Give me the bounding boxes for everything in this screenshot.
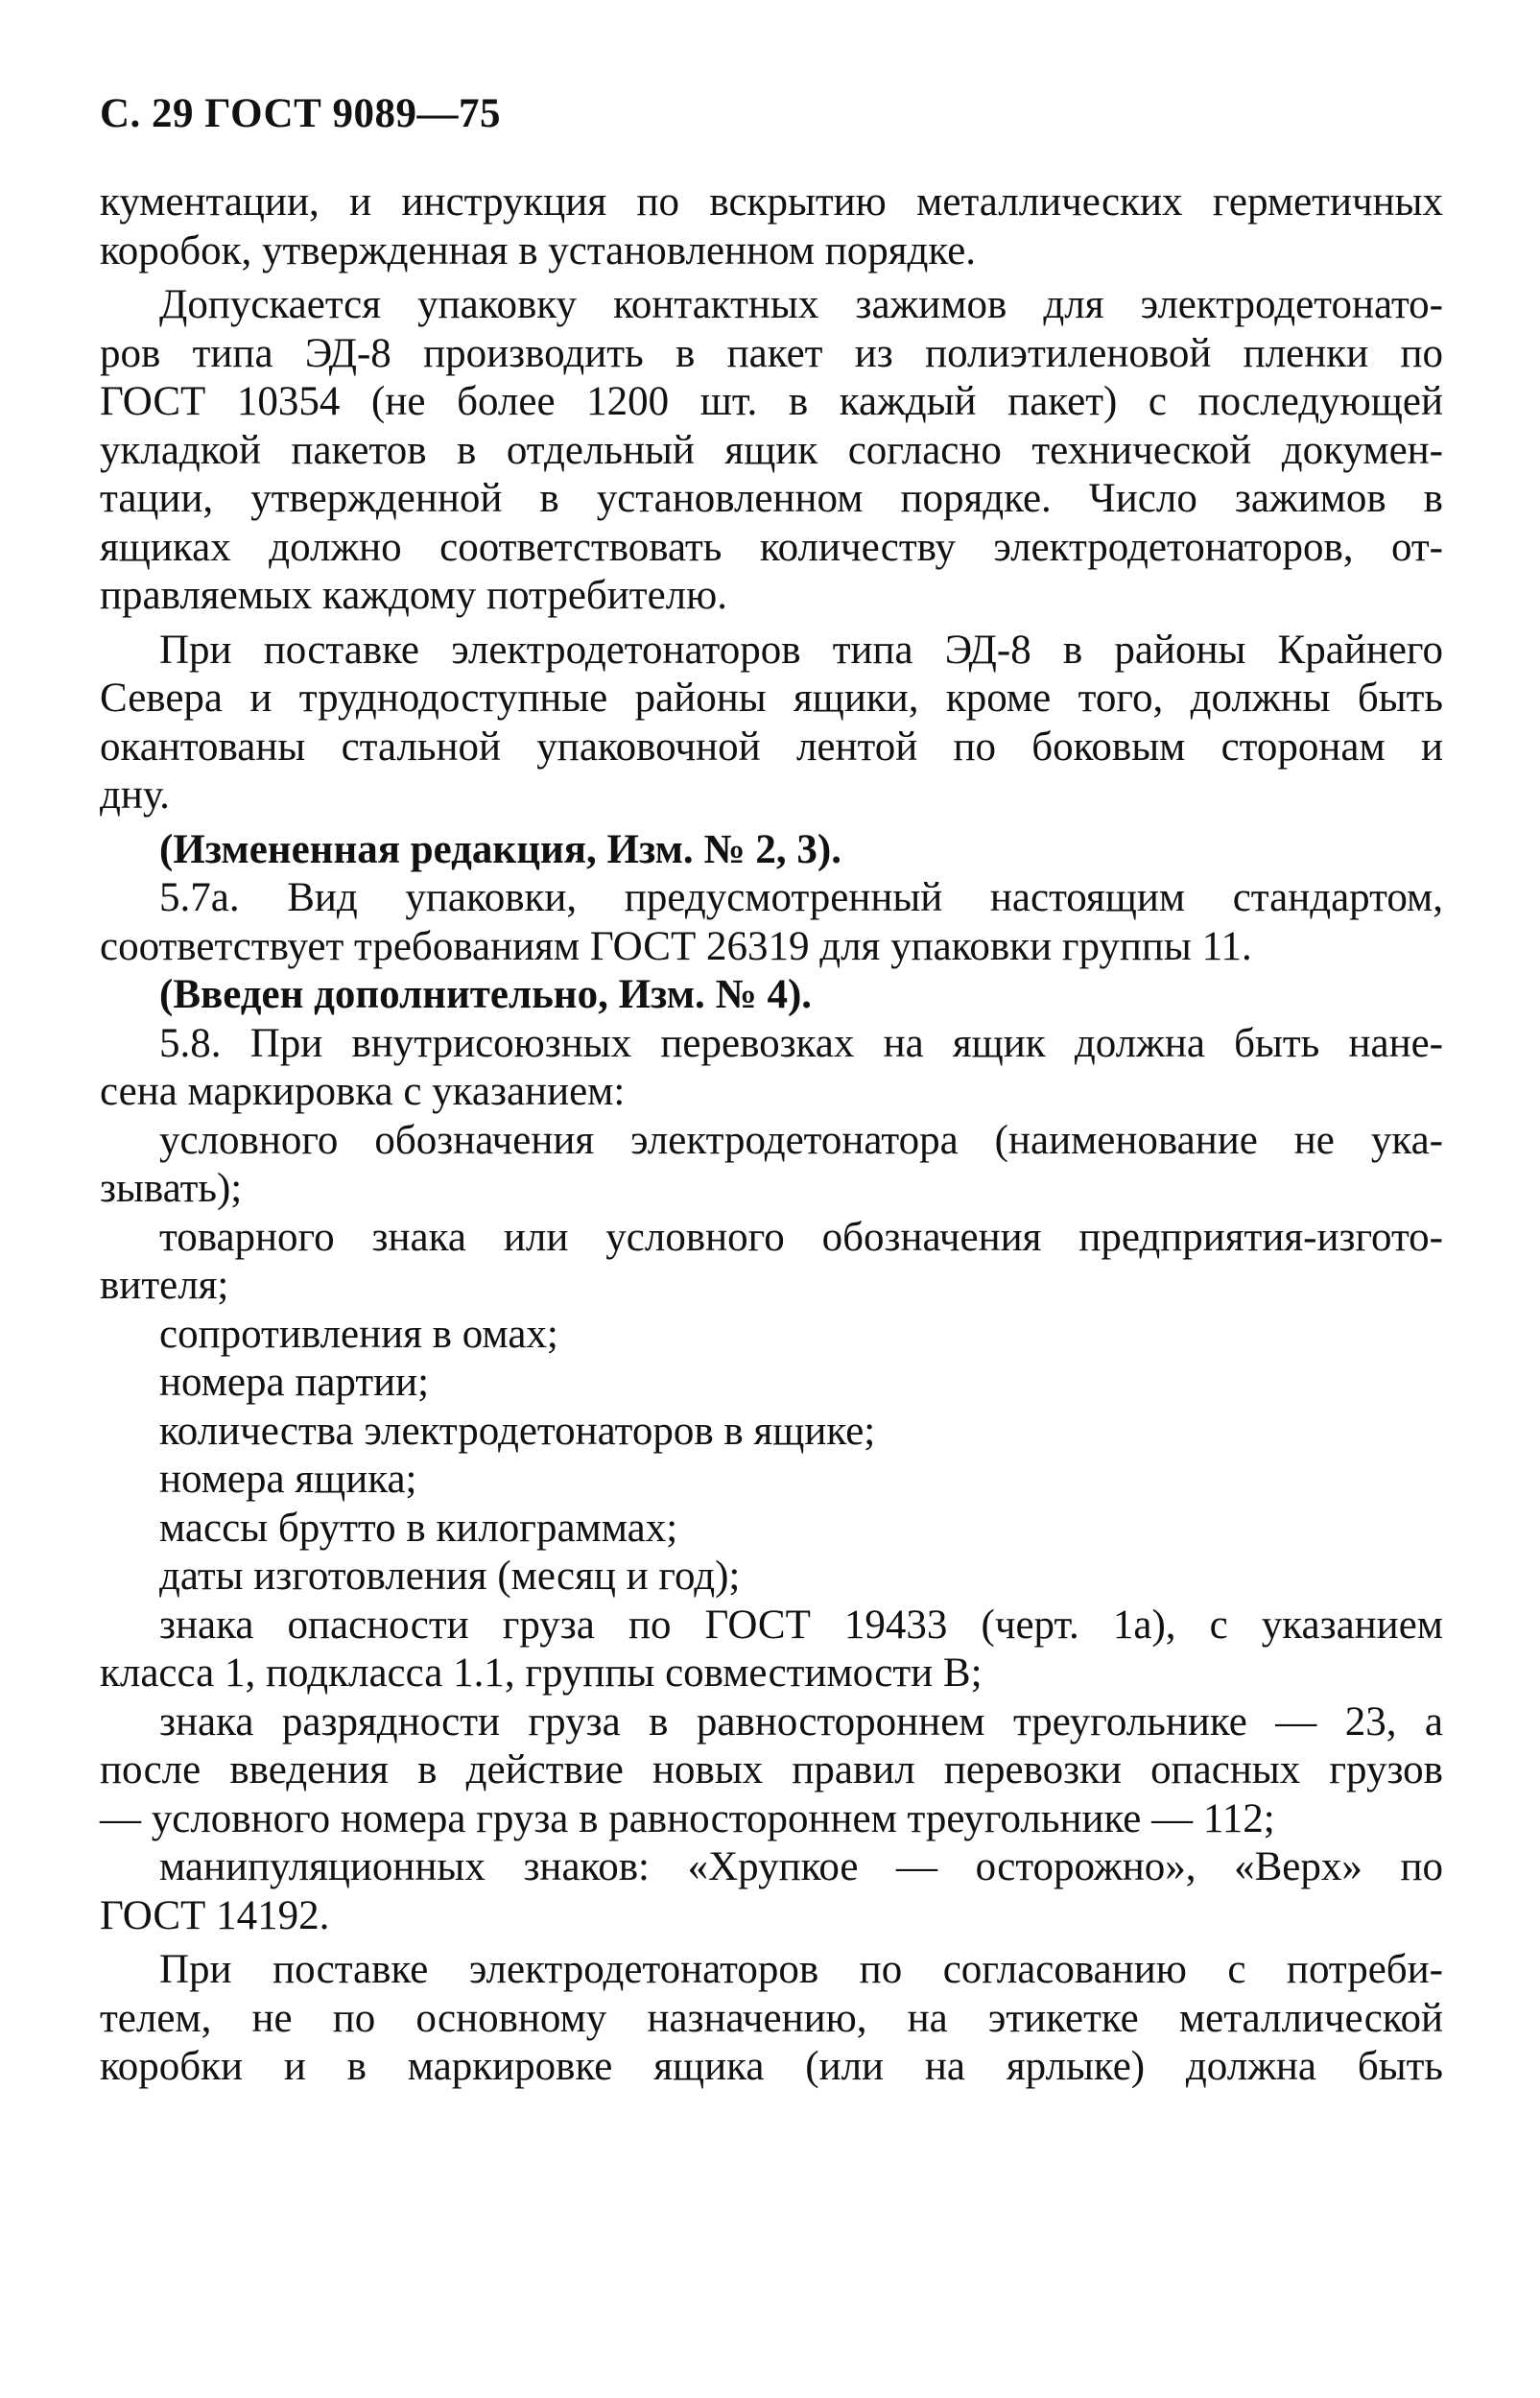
list-item: манипуляционных знаков: «Хрупкое — осторожно», «Верх» по [159, 1844, 1443, 1889]
list-item: товарного знака или условного обозначения предприятия-изгото- [159, 1214, 1443, 1260]
amendment-note: (Измененная редакция, Изм. № 2, 3). [159, 826, 841, 872]
text-line: ГОСТ 14192. [100, 1892, 330, 1938]
body-text [100, 178, 1443, 2092]
text-line: зывать); [100, 1166, 243, 1211]
text-line: телем, не по основному назначению, на этикетке металлической [100, 1995, 1443, 2041]
text-line: При поставке электродетонаторов типа ЭД-8 в районы Крайнего [159, 627, 1443, 673]
text-line: тации, утвержденной в установленном порядке. Число зажимов в [100, 476, 1443, 521]
text-line: 5.7а. Вид упаковки, предусмотренный настоящим стандартом, [159, 875, 1443, 920]
text-line: ГОСТ 10354 (не более 1200 шт. в каждый пакет) с последующей [100, 379, 1443, 424]
text-line: дну. [100, 772, 170, 818]
list-item: сопротивления в омах; [159, 1311, 558, 1357]
text-line: окантованы стальной упаковочной лентой по боковым сторонам и [100, 724, 1443, 770]
text-line: При поставке электродетонаторов по согласованию с потреби- [159, 1947, 1443, 1992]
text-line: ров типа ЭД-8 производить в пакет из полиэтиленовой пленки по [100, 330, 1443, 376]
list-item: условного обозначения электродетонатора (наименование не ука- [159, 1117, 1443, 1163]
text-line: коробок, утвержденная в установленном порядке. [100, 227, 977, 273]
text-line: сена маркировка с указанием: [100, 1069, 626, 1114]
page-header: С. 29 ГОСТ 9089—75 [100, 91, 502, 136]
text-line: коробки и в маркировке ящика (или на ярлыке) должна быть [100, 2044, 1443, 2089]
list-item: массы брутто в килограммах; [159, 1505, 678, 1551]
text-line: соответствует требованиям ГОСТ 26319 для упаковки группы 11. [100, 923, 1252, 969]
text-line: ящиках должно соответствовать количеству электродетонаторов, от- [100, 524, 1443, 570]
text-line: кументации, и инструкция по вскрытию металлических герметичных [100, 179, 1443, 225]
text-line: — условного номера груза в равностороннем треугольнике — 112; [100, 1795, 1275, 1841]
amendment-note: (Введен дополнительно, Изм. № 4). [159, 972, 813, 1017]
text-line: правляемых каждому потребителю. [100, 573, 728, 618]
list-item: номера партии; [159, 1360, 430, 1405]
list-item: номера ящика; [159, 1457, 417, 1502]
list-item: количества электродетонаторов в ящике; [159, 1408, 876, 1454]
list-item: знака разрядности груза в равностороннем треугольнике — 23, а [159, 1698, 1443, 1745]
text-line: Севера и труднодоступные районы ящики, кроме того, должны быть [100, 676, 1443, 721]
text-line: класса 1, подкласса 1.1, группы совместимости В; [100, 1650, 983, 1696]
text-line: Допускается упаковку контактных зажимов для электродетонато- [159, 282, 1443, 327]
list-item: даты изготовления (месяц и год); [159, 1554, 741, 1599]
text-line: после введения в действие новых правил перевозки опасных грузов [100, 1747, 1443, 1793]
text-line: 5.8. При внутрисоюзных перевозках на ящик должна быть нане- [159, 1020, 1443, 1066]
text-line: вителя; [100, 1263, 229, 1308]
text-line: укладкой пакетов в отдельный ящик согласно технической докумен- [100, 427, 1443, 473]
list-item: знака опасности груза по ГОСТ 19433 (черт. 1а), с указанием [159, 1602, 1443, 1648]
